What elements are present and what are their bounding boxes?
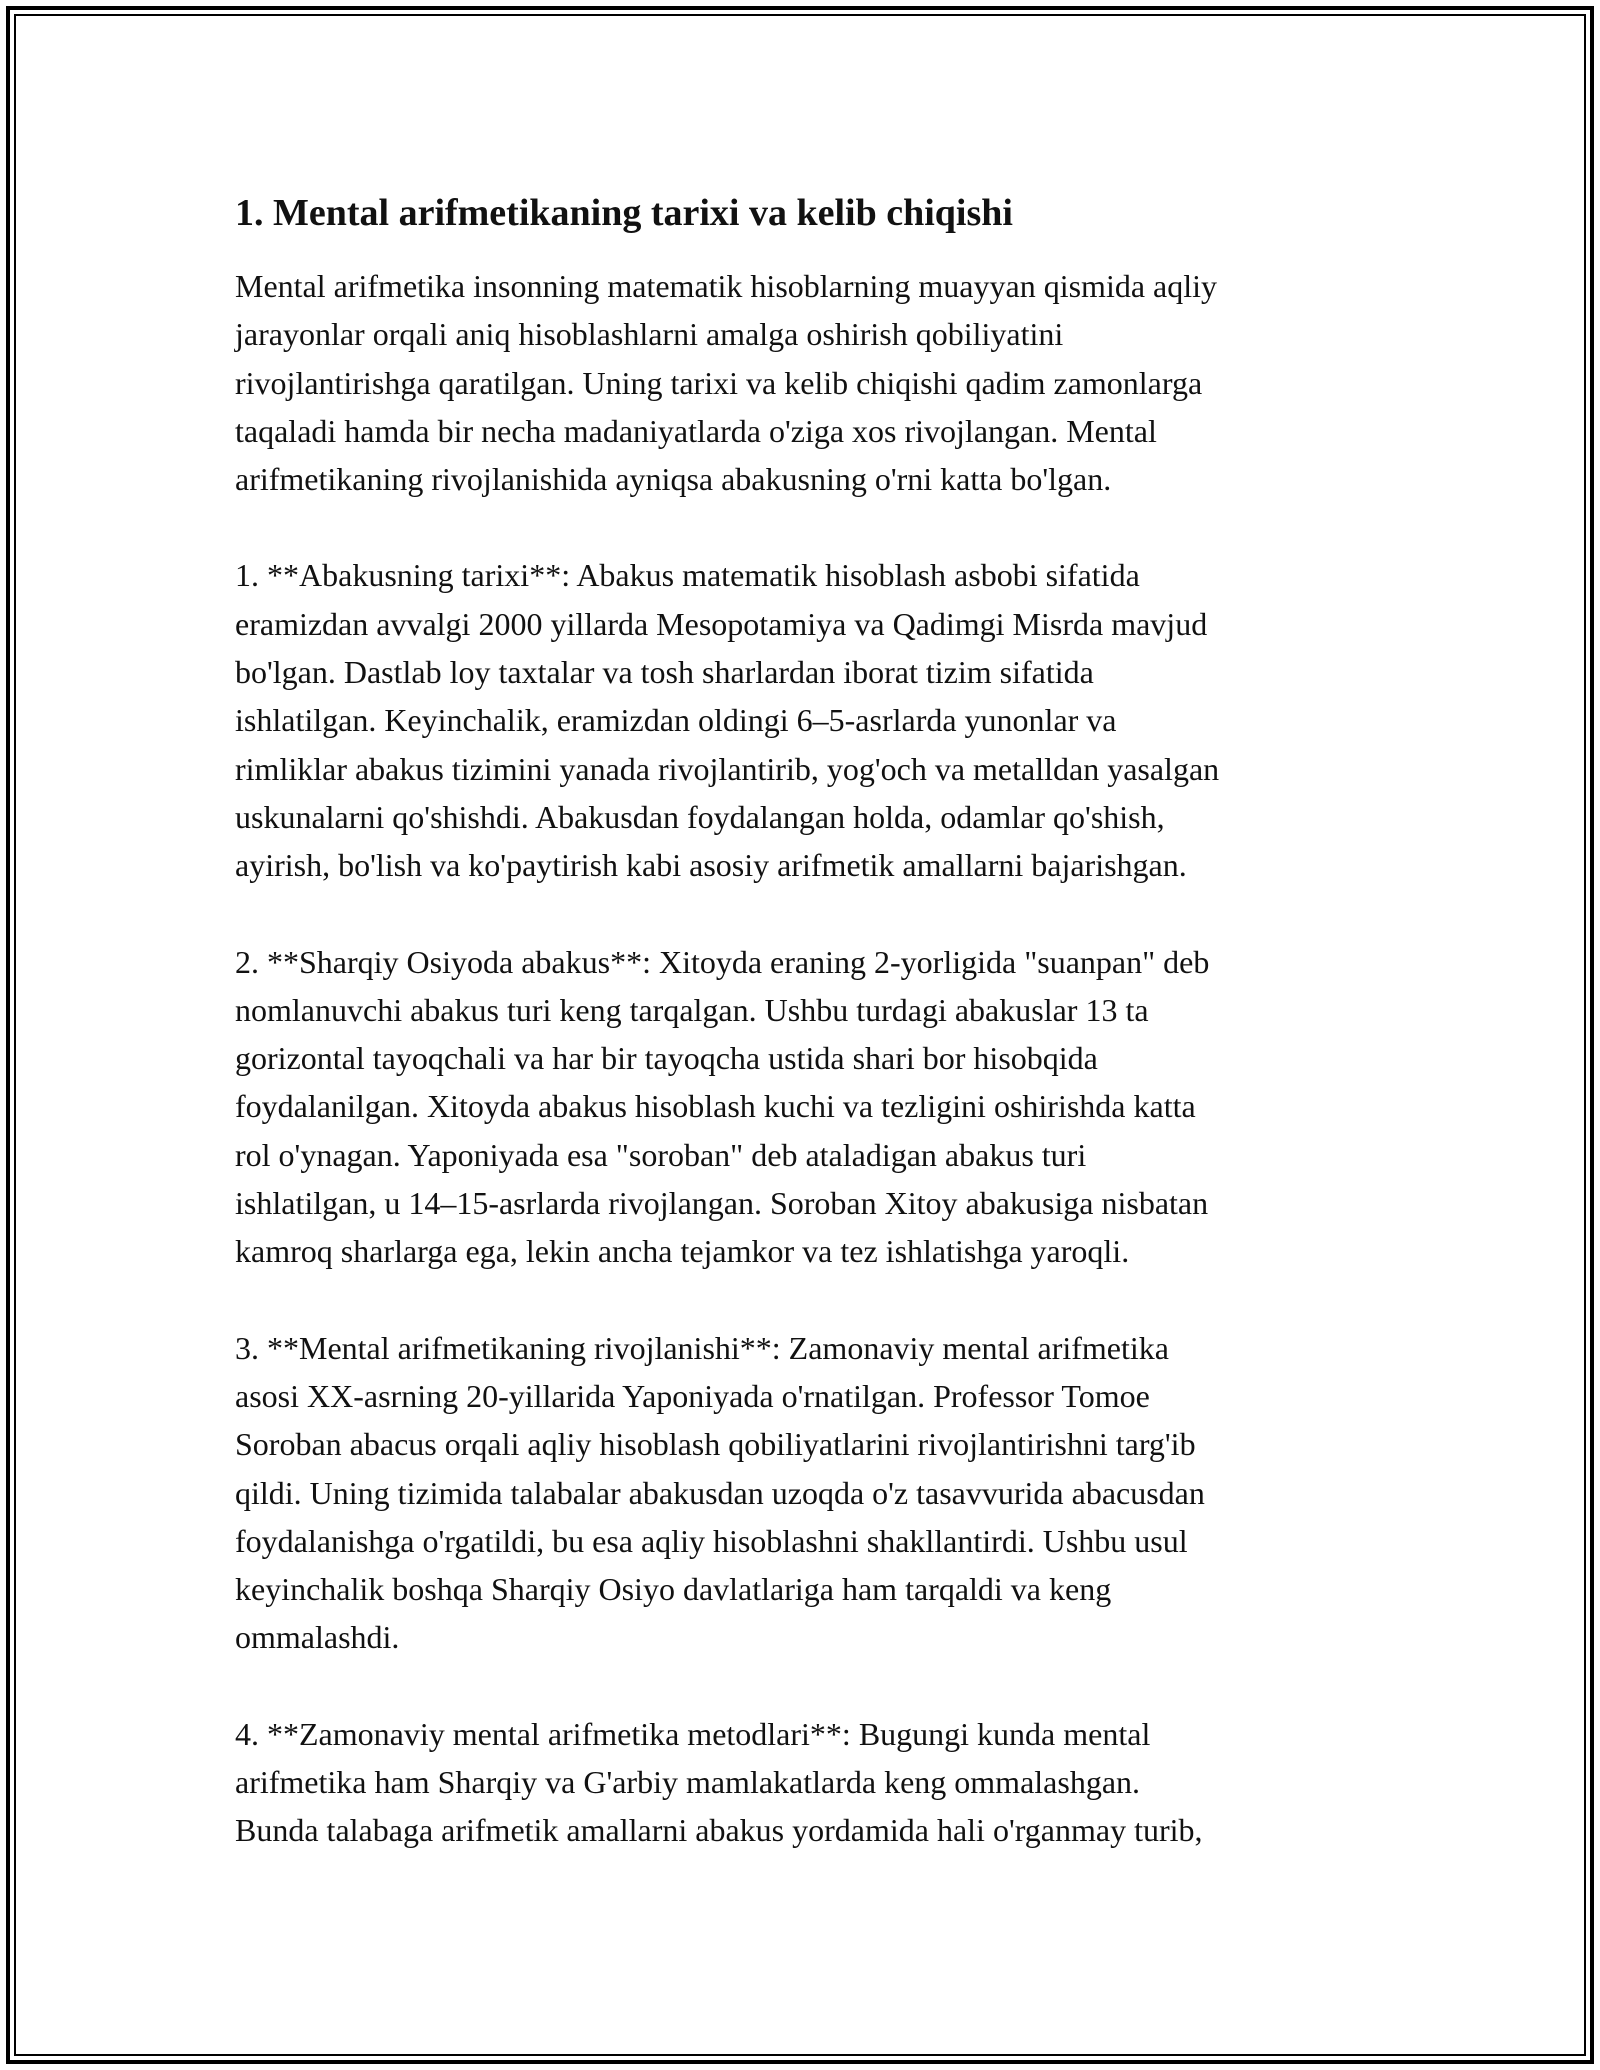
paragraph-intro: Mental arifmetika insonning matematik hisoblarning muayyan qismida aqliy jarayonlar orqali aniq hisoblashlarni amalga oshirish qobiliyatini rivojlantirishga qaratilgan. Uning tarixi va kelib chiqishi qadim zamonlarga taqaladi hamda bir necha madaniyatlarda o'ziga xos rivojlangan. Mental arifmetikaning rivojlanishida ayniqsa abakusning o'rni katta bo'lgan. (235, 268, 1218, 498)
paragraph-mental-arithmetic-development: 3. **Mental arifmetikaning rivojlanishi**: Zamonaviy mental arifmetika asosi XX-asrning 20-yillarida Yaponiyada o'rnatilgan. Professor Tomoe Soroban abacus orqali aqliy hisoblash qobiliyatlarini rivojlantirishni targ'ib qildi. Uning tizimida talabalar abakusdan uzoqda o'z tasavvurida abacusdan foydalanishga o'rgatildi, bu esa aqliy hisoblashni shakllantirdi. Ushbu usul keyinchalik boshqa Sharqiy Osiyo davlatlariga ham tarqaldi va keng ommalashdi. (235, 1329, 1205, 1656)
paragraph-abacus-history: 1. **Abakusning tarixi**: Abakus matematik hisoblash asbobi sifatida eramizdan avvalgi 2000 yillarda Mesopotamiya va Qadimgi Misrda mavjud bo'lgan. Dastlab loy taxtalar va tosh sharlardan iborat tizim sifatida ishlatilgan. Keyinchalik, eramizdan oldingi 6–5-asrlarda yunonlar va rimliklar abakus tizimini yanada rivojlantirib, yog'och va metalldan yasalgan uskunalarni qo'shishdi. Abakusdan foydalangan holda, odamlar qo'shish, ayirish, bo'lish va ko'paytirish kabi asosiy arifmetik amallarni bajarishgan. (235, 557, 1220, 884)
paragraph-modern-methods: 4. **Zamonaviy mental arifmetika metodlari**: Bugungi kunda mental arifmetika ham Sharqiy va G'arbiy mamlakatlarda keng ommalashgan. Bunda talabaga arifmetik amallarni abakus yordamida hali o'rganmay turib, (235, 1715, 1203, 1849)
document-body (235, 186, 1375, 1903)
paragraph-east-asia-abacus: 2. **Sharqiy Osiyoda abakus**: Xitoyda eraning 2-yorligida "suanpan" deb nomlanuvchi abakus turi keng tarqalgan. Ushbu turdagi abakuslar 13 ta gorizontal tayoqchali va har bir tayoqcha ustida shari bor hisobqida foydalanilgan. Xitoyda abakus hisoblash kuchi va tezligini oshirishda katta rol o'ynagan. Yaponiyada esa "soroban" deb ataladigan abakus turi ishlatilgan, u 14–15-asrlarda rivojlangan. Soroban Xitoy abakusiga nisbatan kamroq sharlarga ega, lekin ancha tejamkor va tez ishlatishga yaroqli. (235, 943, 1210, 1270)
document-title: 1. Mental arifmetikaning tarixi va kelib chiqishi (235, 192, 1013, 234)
